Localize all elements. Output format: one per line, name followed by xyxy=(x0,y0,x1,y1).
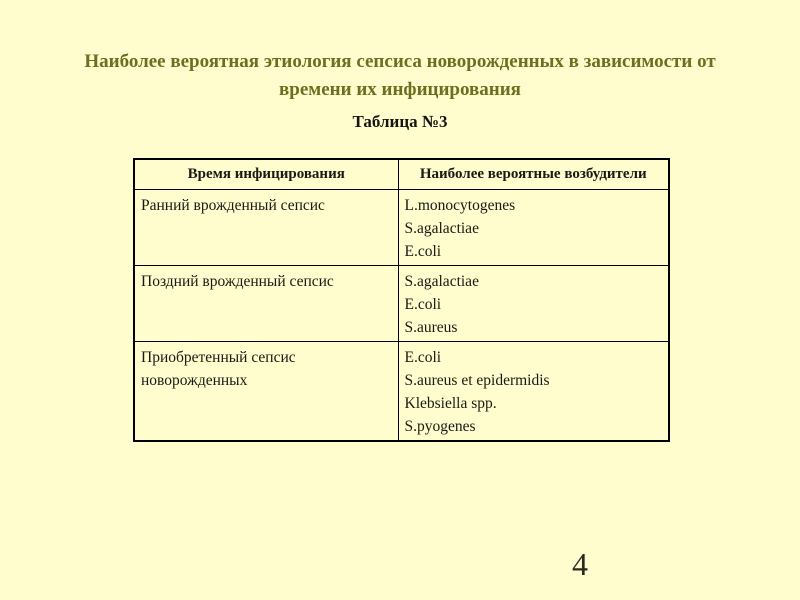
pathogens-cell xyxy=(398,266,669,342)
pathogen-item: Klebsiella spp. xyxy=(404,395,497,412)
infection-time-cell: Поздний врожденный сепсис xyxy=(134,266,398,342)
pathogen-item: L.monocytogenes xyxy=(404,197,516,214)
pathogen-item: S.aureus et epidermidis xyxy=(404,372,550,389)
pathogens-cell xyxy=(398,342,669,442)
table-header-row xyxy=(134,159,669,190)
table-row xyxy=(134,190,669,266)
pathogen-item: E.coli xyxy=(404,243,442,260)
page-number: 4 xyxy=(572,546,588,582)
slide-title: Наиболее вероятная этиология сепсиса новорожденных в зависимости от времени их инфицирования xyxy=(84,51,716,100)
pathogen-item: S.aureus xyxy=(404,319,458,336)
pathogens-cell xyxy=(398,190,669,266)
pathogen-item: E.coli xyxy=(404,349,442,366)
table-row xyxy=(134,342,669,442)
column-header-infection-time: Время инфицирования xyxy=(134,159,398,190)
table-row xyxy=(134,266,669,342)
etiology-table xyxy=(133,158,670,442)
column-header-pathogens: Наиболее вероятные возбудители xyxy=(398,159,669,190)
infection-time-cell: Приобретенный сепсис новорожденных xyxy=(134,342,398,442)
pathogen-item: S.agalactiae xyxy=(404,273,479,290)
pathogen-item: E.coli xyxy=(404,296,442,313)
infection-time-cell: Ранний врожденный сепсис xyxy=(134,190,398,266)
table-caption: Таблица №3 xyxy=(352,112,448,131)
pathogen-item: S.agalactiae xyxy=(404,220,479,237)
pathogen-item: S.pyogenes xyxy=(404,418,476,435)
